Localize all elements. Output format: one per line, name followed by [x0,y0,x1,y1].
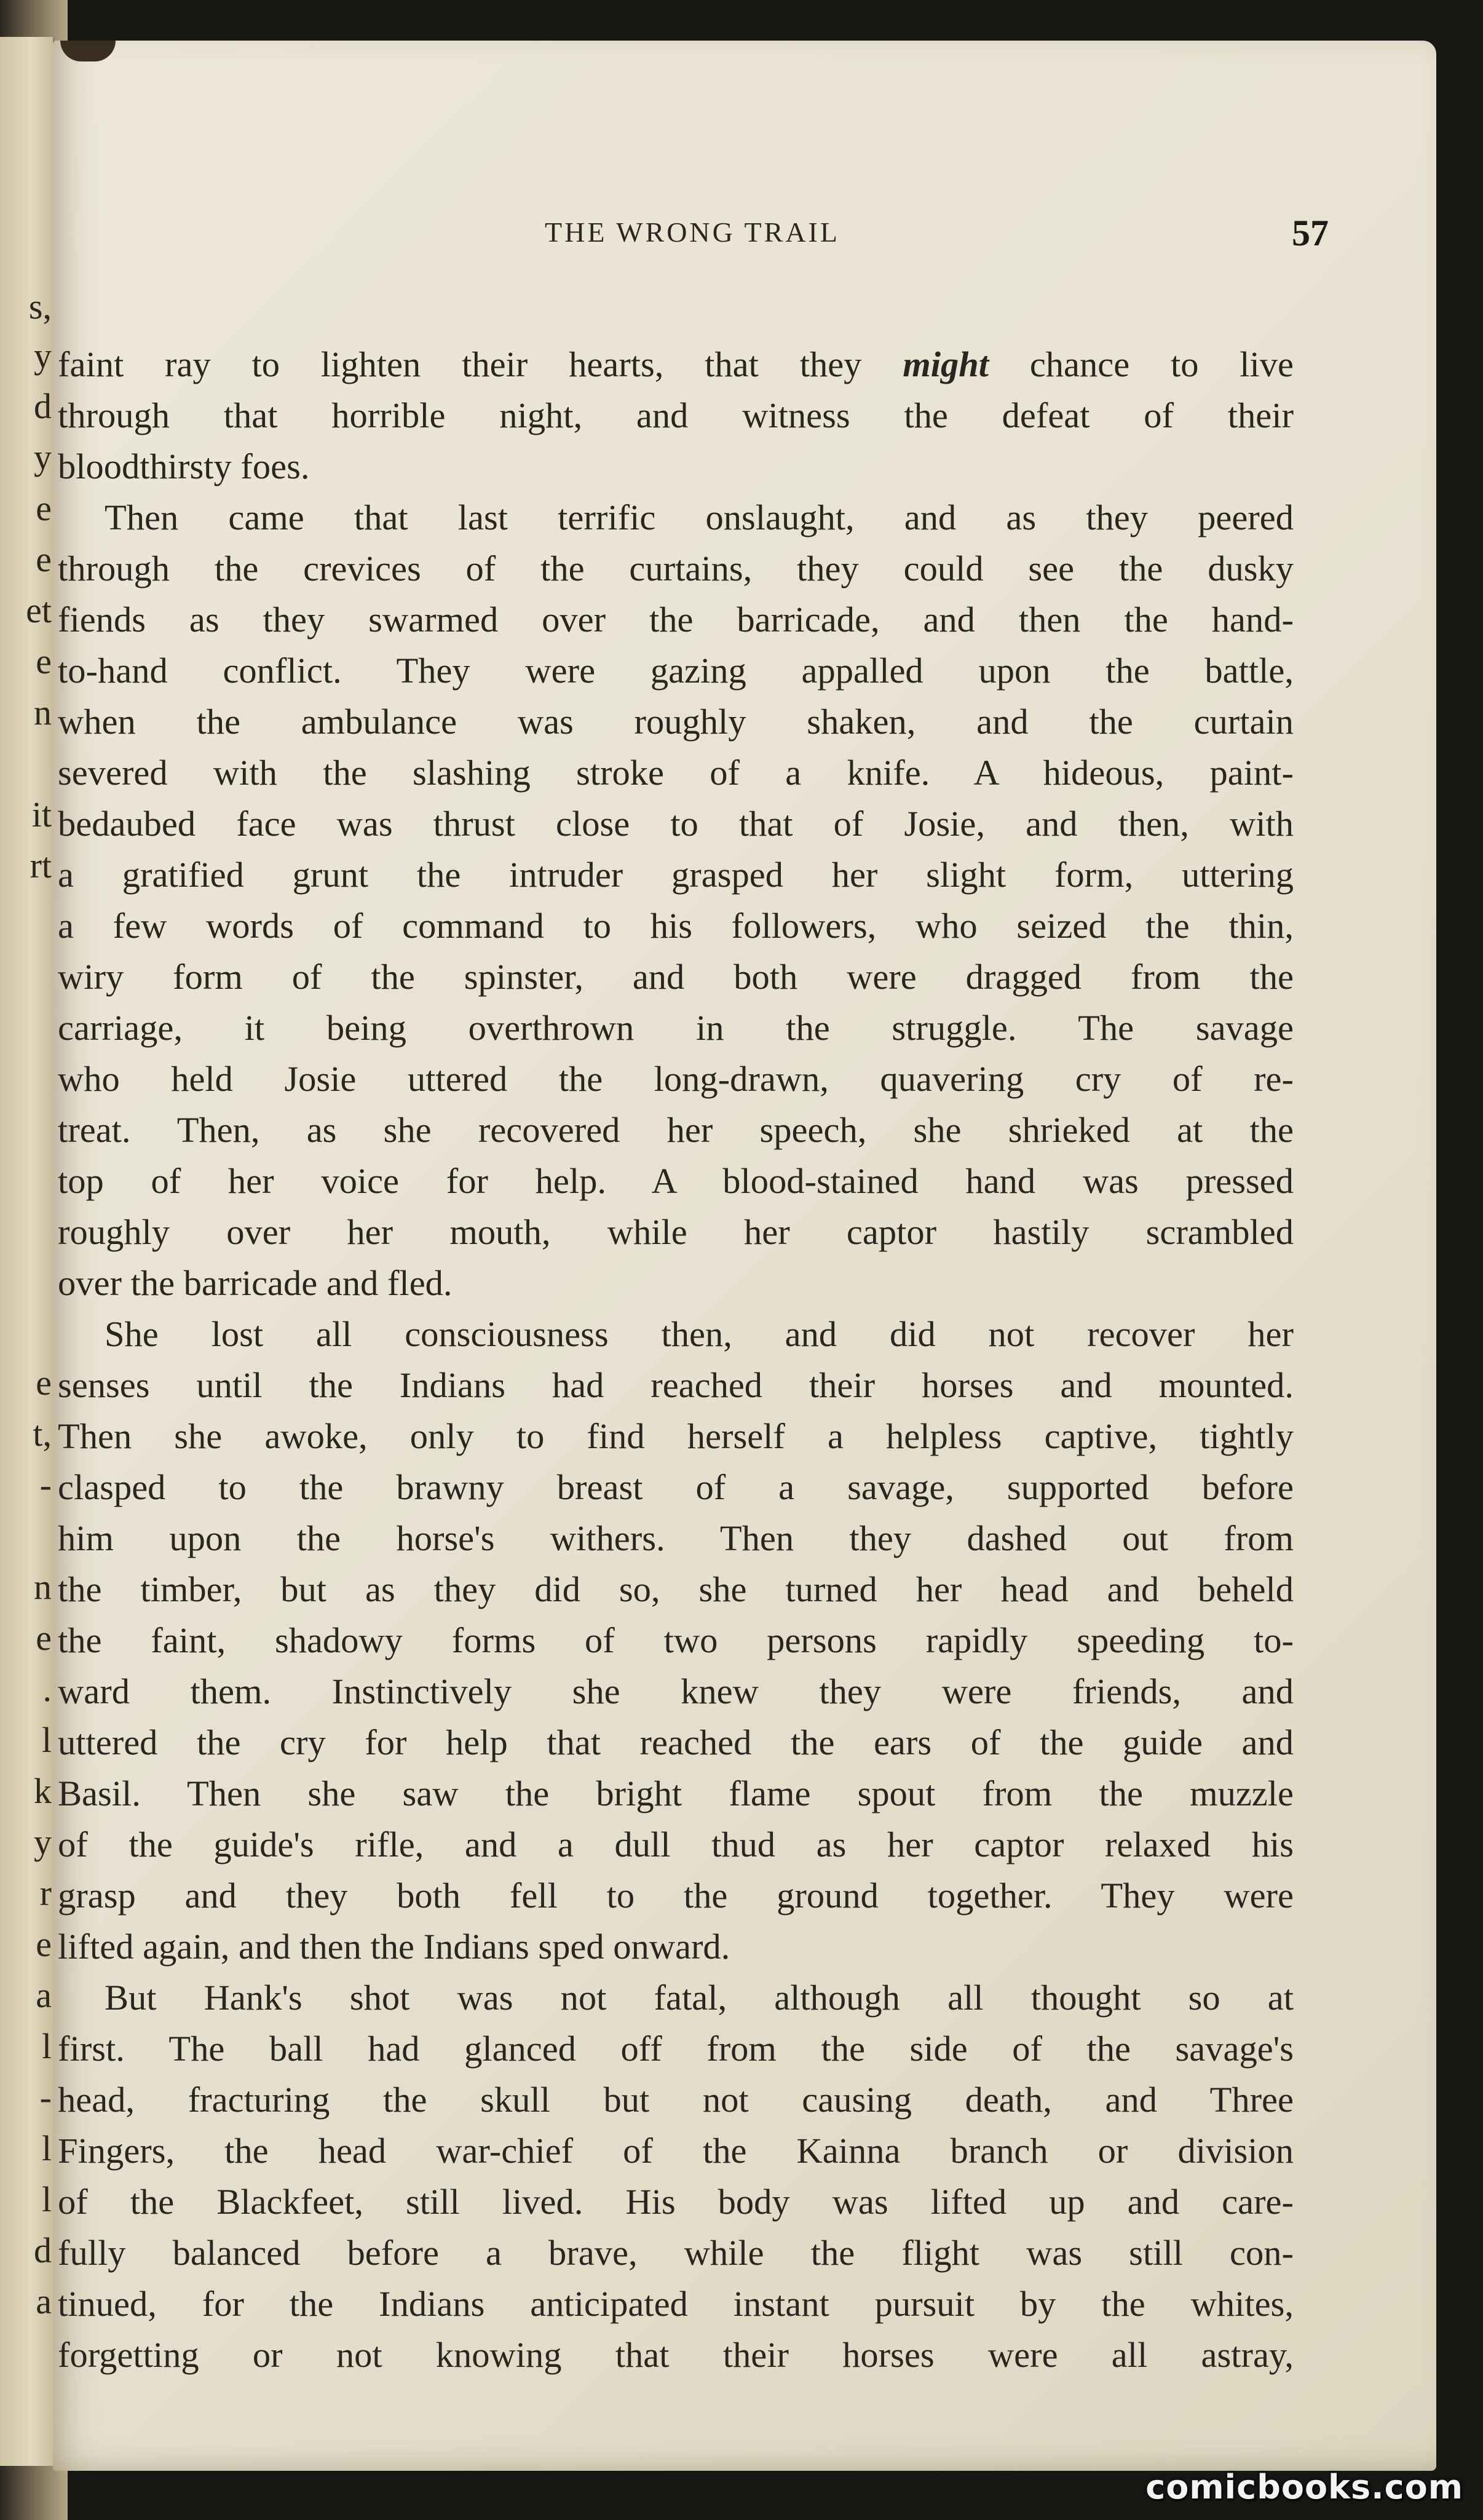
margin-fragment: - [39,2077,52,2117]
margin-fragment: e [36,1618,52,1658]
text-line: through the crevices of the curtains, they could see the dusky [58,549,1294,588]
emphasized-word: might [903,344,989,384]
margin-fragment: l [41,2179,52,2219]
margin-fragment: l [41,2026,52,2066]
text-line: who held Josie uttered the long-drawn, quavering cry of re- [58,1059,1294,1099]
running-title: THE WRONG TRAIL [545,216,840,248]
margin-fragment: y [34,437,52,477]
text-segment: chance to live [989,344,1294,384]
text-line: Fingers, the head war-chief of the Kainna branch or division [58,2131,1294,2171]
text-line: bedaubed face was thrust close to that of Josie, and then, with [58,804,1294,844]
margin-fragment: - [39,1465,52,1505]
margin-fragment: e [36,539,52,579]
margin-fragment: it [31,794,52,834]
margin-fragment: n [34,692,52,732]
book-page [53,41,1436,2471]
margin-fragment: rt [30,846,52,886]
text-line: uttered the cry for help that reached the ears of the guide and [58,1722,1294,1762]
margin-fragment: e [36,488,52,528]
body-text [58,339,1294,2380]
text-line: clasped to the brawny breast of a savage, supported before [58,1467,1294,1507]
margin-fragment: a [36,2281,52,2321]
text-segment: faint ray to lighten their hearts, that they [58,344,903,384]
text-line: when the ambulance was roughly shaken, and the curtain [58,702,1294,742]
margin-fragment: et [26,590,52,630]
margin-fragment: . [42,1669,52,1709]
margin-fragment: s, [28,287,52,327]
margin-fragment: d [34,2230,52,2270]
text-line: through that horrible night, and witness the defeat of their [58,395,1294,435]
text-line: treat. Then, as she recovered her speech, she shrieked at the [58,1110,1294,1150]
text-line: over the barricade and fled. [58,1263,453,1303]
text-line: Basil. Then she saw the bright flame spout from the muzzle [58,1773,1294,1813]
margin-fragment: r [39,1873,52,1913]
margin-fragment: y [34,1822,52,1862]
text-line: head, fracturing the skull but not causing death, and Three [58,2080,1294,2120]
text-line: roughly over her mouth, while her captor hastily scrambled [58,1212,1294,1252]
text-line: grasp and they both fell to the ground together. They were [58,1876,1294,1916]
margin-fragment: k [34,1771,52,1811]
text-line: bloodthirsty foes. [58,446,310,486]
text-line: Then came that last terrific onslaught, and as they peered [105,497,1294,537]
margin-fragment: d [34,386,52,426]
text-line: ward them. Instinctively she knew they were friends, and [58,1671,1294,1711]
text-line: She lost all consciousness then, and did not recover her [105,1314,1294,1354]
previous-page-edge [0,37,55,2466]
text-line: lifted again, and then the Indians sped onward. [58,1927,730,1967]
margin-fragment: l [41,2128,52,2168]
binding-tab [60,41,116,61]
margin-fragment: e [36,1924,52,1964]
text-line: fully balanced before a brave, while the flight was still con- [58,2233,1294,2273]
margin-fragment: e [36,641,52,681]
text-line: him upon the horse's withers. Then they dashed out from [58,1518,1294,1558]
text-line: carriage, it being overthrown in the struggle. The savage [58,1008,1294,1048]
text-line [58,339,1294,390]
site-watermark: comicbooks.com [1145,2468,1463,2506]
text-line: first. The ball had glanced off from the side of the savage's [58,2029,1294,2069]
margin-fragment: a [36,1975,52,2015]
margin-fragment: e [36,1363,52,1403]
text-line: forgetting or not knowing that their horses were all astray, [58,2335,1294,2375]
page-number: 57 [1292,213,1329,253]
text-line: the timber, but as they did so, she turned her head and beheld [58,1569,1294,1609]
text-line: of the Blackfeet, still lived. His body was lifted up and care- [58,2182,1294,2222]
text-line: a few words of command to his followers, who seized the thin, [58,906,1294,946]
text-line: top of her voice for help. A blood-stained hand was pressed [58,1161,1294,1201]
text-line: a gratified grunt the intruder grasped her slight form, uttering [58,855,1294,895]
running-head [53,213,1436,265]
margin-fragment: y [34,336,52,376]
text-line: the faint, shadowy forms of two persons rapidly speeding to- [58,1620,1294,1660]
text-line: of the guide's rifle, and a dull thud as her captor relaxed his [58,1825,1294,1864]
text-line: to-hand conflict. They were gazing appalled upon the battle, [58,651,1294,691]
text-line: Then she awoke, only to find herself a helpless captive, tightly [58,1416,1294,1456]
margin-fragment: n [34,1567,52,1607]
text-line: severed with the slashing stroke of a knife. A hideous, paint- [58,753,1294,793]
text-line: fiends as they swarmed over the barricade, and then the hand- [58,600,1294,640]
text-line: wiry form of the spinster, and both were dragged from the [58,957,1294,997]
text-line: But Hank's shot was not fatal, although all thought so at [105,1978,1294,2018]
text-line: senses until the Indians had reached their horses and mounted. [58,1365,1294,1405]
text-line: tinued, for the Indians anticipated instant pursuit by the whites, [58,2284,1294,2324]
margin-fragment: l [41,1720,52,1760]
margin-fragment: t, [33,1414,52,1454]
